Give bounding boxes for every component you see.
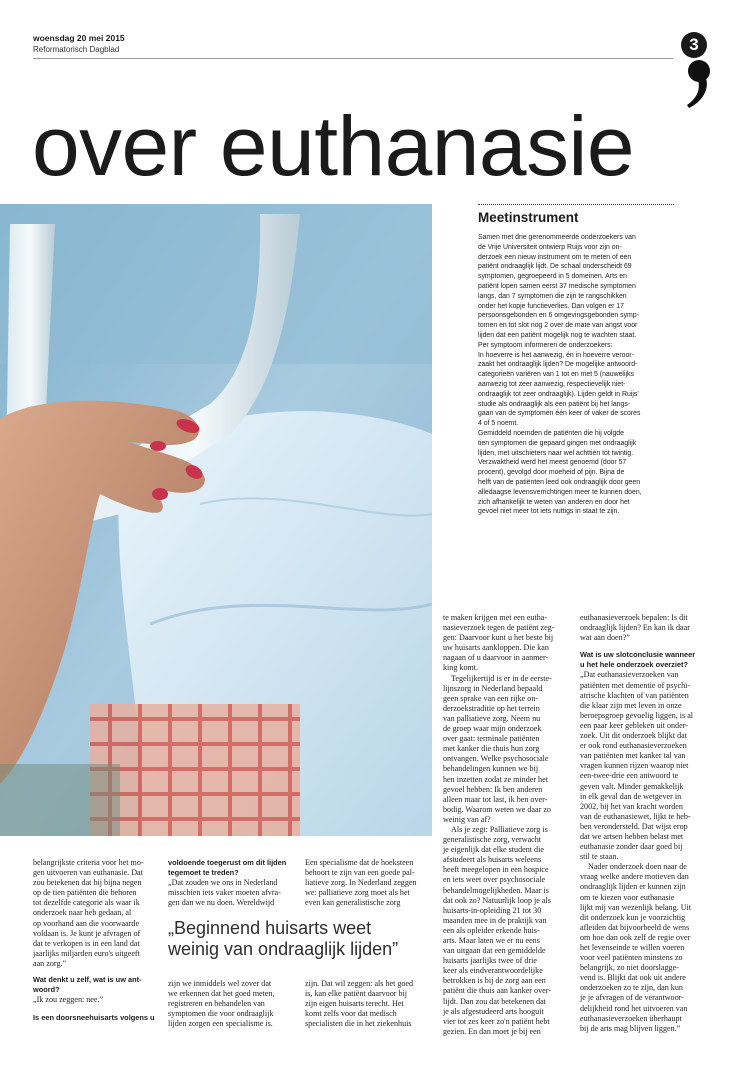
column-1 [33, 858, 165, 1023]
box-body: Samen met drie gerenommeerde onderzoekers van de Vrije Universiteit ontwierp Ruijs voor zijn on- derzoek een nieuw instrument om te meten of een patiënt ondraaglijk lijdt. De schaal onderscheidt 69 symptomen, gegroepeerd in 5 domeinen. Arts en patiënt lopen samen eerst 37 medische symptomen langs, dan 7 symptomen die zijn te rangschikken onder het kopje functieverlies. Dan volgen er 17 persoonsgebonden en 6 omgevingsgebonden symp- tomen en tot slot nog 2 over de mate van angst voor lijden dat een patiënt mogelijk nog te wachten staat. Per symptoom informeren de onderzoekers: In hoeverre is het aanwezig, én in hoeverre veroor- zaakt het ondraaglijk lijden? De mogelijke antwoord- categorieën variëren van 1 tot en met 5 (nauwelijks aanwezig tot zeer aanwezig, respectievelijk niet- ondraaglijk tot zeer ondraaglijk). Lijden geldt in Ruijs' studie als ondraaglijk als een patiënt bij het langs- gaan van de symptomen één keer of vaker de scores 4 of 5 noemt. Gemiddeld noemden de patiënten die hij volgde tien symptomen die gepaard gingen met ondraaglijk lijden, met uitschieters naar wel achttien tot twintig. Verzwaktheid werd het meest genoemd (door 57 procent), gevolgd door moeheid of pijn. Bijna de helft van de patiënten leed ook ondraaglijk door geen alledaagse levensverrichtingen meer te kunnen doen, zich afhankelijk te weten van anderen en door het gevoel niet meer tot iets nuttigs in staat te zijn. [478, 234, 642, 516]
column-5-para-3: Nader onderzoek doen naar de vraag welke andere motieven dan ondraaglijk lijden er kunnen zijn om te kiezen voor euthanasie lijkt mij van wezenlijk belang. Uit dit onderzoek kun je voorzichtig afleiden dat bijvoorbeeld de wens om hoe dan ook zelf de regie over het levenseinde te willen voeren voor veel patiënten minstens zo belangrijk, zo niet doorslagge- vend is. Blijkt dat ook uit andere onderzoeken zo te zijn, dan kun je je afvragen of de verantwoor- delijkheid rond het uitvoeren van euthanasieverzoeken überhaupt bij de arts mag blijven liggen.” [580, 862, 692, 1033]
page-headline: over euthanasie [32, 99, 635, 193]
column-2-text-top: „Dat zouden we ons in Nederland misschien iets vaker moeten afvra- gen dan we nu doen. Wereldwijd [168, 878, 281, 908]
column-4 [443, 613, 575, 1037]
column-1-text: belangrijkste criteria voor het mo- gen uitvoeren van euthanasie. Dat zou betekenen dat bij bijna negen op de tien patiënten die behoren tot dezelfde categorie als waar ik onderzoek naar heb gedaan, al op voorhand aan die voorwaarde voldaan is. Je kunt je afvragen of dat te verkopen is in een land dat jaarlijks miljarden euro's uitgeeft aan zorg.” [33, 858, 144, 968]
column-4-para-1: te maken krijgen met een eutha- nasieverzoek tegen de patiënt zeg- gen: Daarvoor kunt u het beste bij uw huisarts aankloppen. Die kan nagaan of u daarvoor in aanmer- king komt. [443, 613, 555, 673]
column-4-para-3: Als je zegt: Palliatieve zorg is generalistische zorg, verwacht je eigenlijk dat elke student die afstudeert als huisarts weleens heeft meegelopen in een hospice en iets weet over psychosociale behandelmogelijkheden. Maar is dat ook zo? Natuurlijk loop je als huisarts-in-opleiding 21 tot 30 maanden mee in de praktijk van een als opleider erkende huis- arts. Maar laten we er nu eens van uitgaan dat een gemiddelde huisarts jaarlijks twee of drie keer als eindverantwoordelijke betrokken is bij de zorg aan een patiënt die thuis aan kanker over- lijdt. Dan zou dat betekenen dat je als afgestudeerd arts hooguit vier tot zes keer zo'n patiënt hebt gezien. En dan moet je bij een [443, 824, 551, 1036]
column-2-bottom [168, 979, 300, 1029]
pull-quote: „Beginnend huisarts weet weinig van ondraaglijk lijden” [168, 918, 399, 959]
column-3-text-top: Een specialisme dat de hoeksteen behoort te zijn van een goede pal- liatieve zorg. In Nederland zeggen we: palliatieve zorg moet als het even kan generalistische zorg [305, 858, 417, 908]
column-5 [580, 613, 710, 1034]
question-conclusion: Wat is uw slotconclusie wanneer u het hele onderzoek overziet? [580, 650, 696, 670]
page-number-badge: 3 [681, 32, 707, 58]
column-5-para-1: euthanasieverzoek bepalen: Is dit ondraaglijk lijden? En kan ik daar wat aan doen?” [580, 613, 690, 643]
question-average-gp: Is een doorsneehuisarts volgens u [33, 1013, 155, 1023]
question-own-answer: Wat denkt u zelf, wat is uw ant- woord? [33, 975, 142, 995]
header-rule [33, 58, 673, 59]
box-dotted-rule [478, 204, 674, 205]
column-3 [305, 858, 440, 908]
answer-no: „Ik zou zeggen: nee.” [33, 995, 104, 1005]
column-2 [168, 858, 300, 908]
newspaper-name: Reformatorisch Dagblad [33, 45, 120, 54]
column-5-para-2: „Dat euthanasieverzoeken van patiënten met dementie of psychi- atrische klachten of van patiënten die klaar zijn met leven in onze beroepsgroep gevoelig liggen, is al een paar keer gebleken uit onder- zoek. Uit dit onderzoek blijkt dat er ook rond euthanasieverzoeken van patiënten met kanker tal van vragen kunnen rijzen waarop niet een-twee-drie een antwoord te geven valt. Minder gemakkelijk in elk geval dan de wetgever in 2002, bij het van kracht worden van de euthanasiewet, lijkt te heb- ben verondersteld. Dat wijst erop dat we artsen hebben belast met euthanasie zonder daar goed bij stil te staan. [580, 670, 694, 862]
question-equipped: voldoende toegerust om dit lijden tegemoet te treden? [168, 858, 287, 878]
comma-logo-icon [684, 58, 714, 110]
column-3-bottom [305, 979, 440, 1029]
column-2-text-bottom: zijn we inmiddels wel zover dat we erkennen dat het goed meten, registreren en behandelen van symptomen die voor ondraaglijk lijden zorgen een specialisme is. [168, 979, 275, 1029]
column-4-para-2: Tegelijkertijd is er in de eerste- lijnszorg in Nederland bepaald geen sprake van een rijke on- derzoekstraditie op het terrein van palliatieve zorg. Neem nu de groep waar mijn onderzoek over gaat: terminale patiënten met kanker die thuis hun zorg ontvangen. Welke psychosociale behandelingen kunnen we bij hen inzetten zodat ze minder het gevoel hebben: Ik ben anderen alleen maar tot last, ik ben over- bodig. Waarom weten we daar zo weinig van af? [443, 673, 552, 824]
issue-date: woensdag 20 mei 2015 [33, 33, 125, 43]
column-3-text-bottom: zijn. Dat wil zeggen: als het goed is, kan elke patiënt daarvoor bij zijn eigen huisarts terecht. Het komt zelfs voor dat medisch specialisten die in het ziekenhuis [305, 979, 414, 1029]
meetinstrument-box [478, 204, 674, 517]
box-title: Meetinstrument [478, 210, 579, 225]
hospital-bed-photo [0, 204, 432, 836]
